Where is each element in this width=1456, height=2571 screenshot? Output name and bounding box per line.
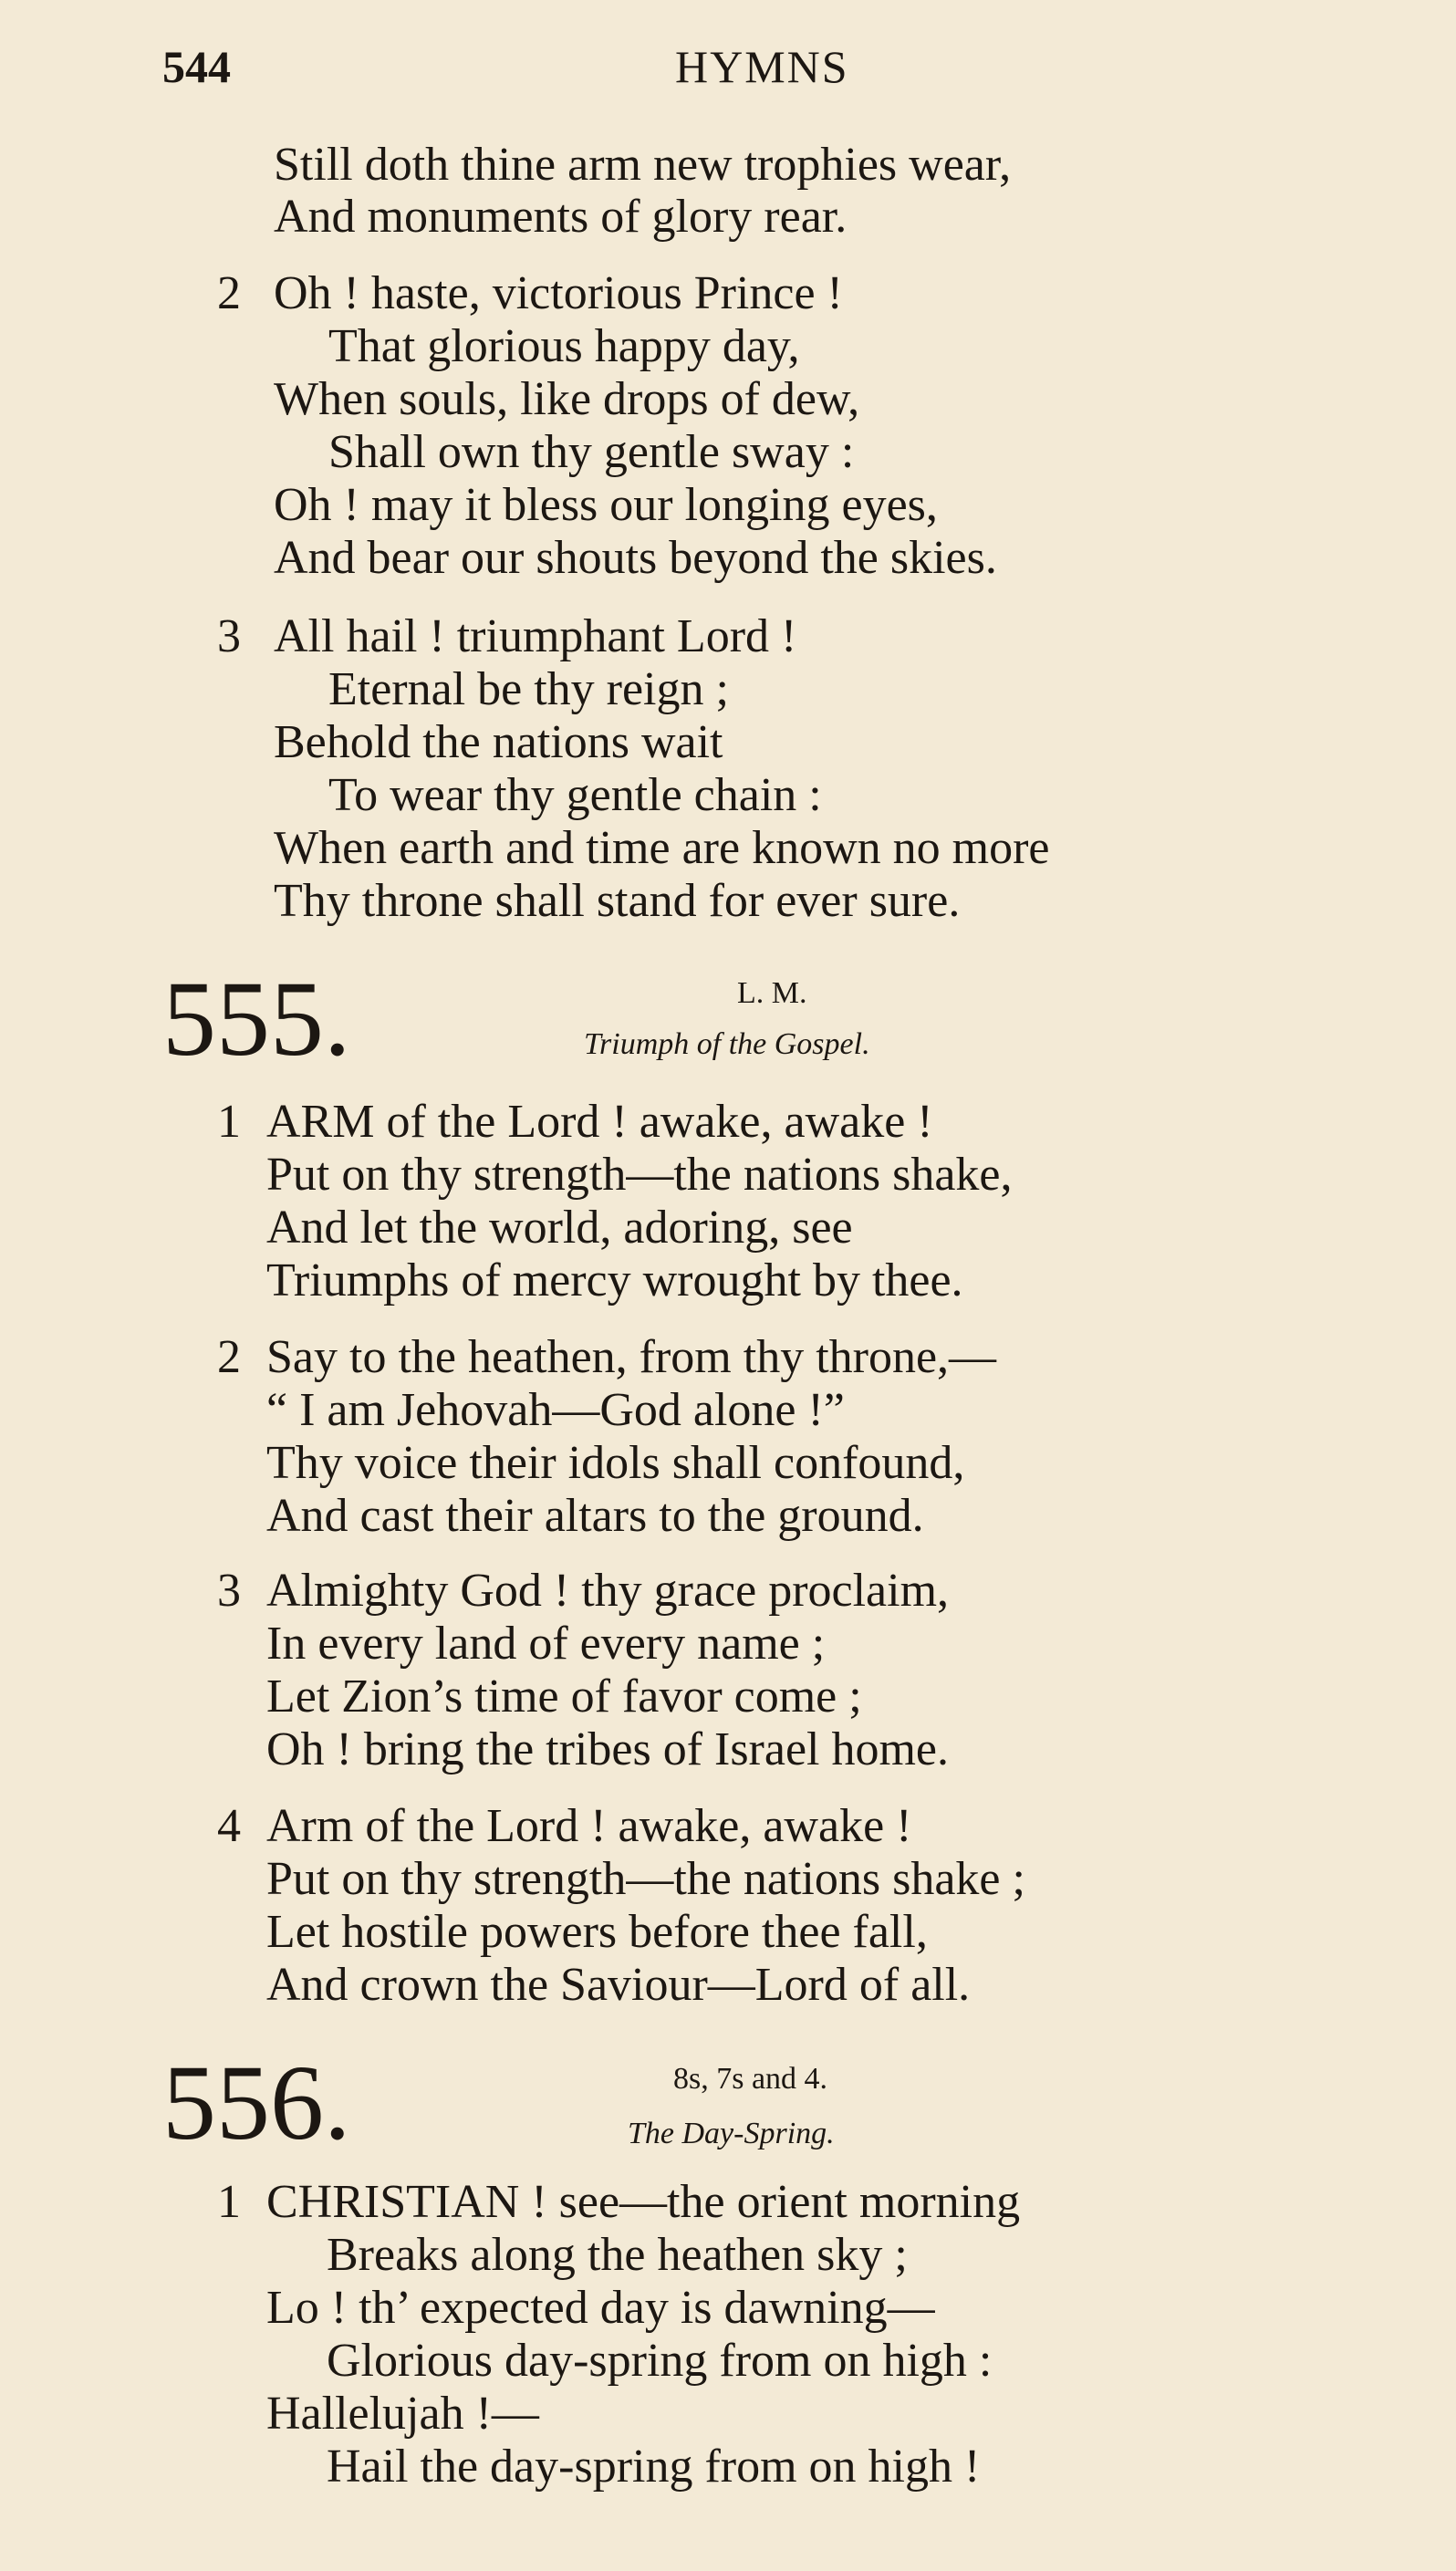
verse-line: Almighty God ! thy grace proclaim, [266, 1565, 950, 1617]
verse-line: And let the world, adoring, see [266, 1202, 853, 1254]
hymn-number: 555. [162, 959, 351, 1078]
verse-line: Say to the heathen, from thy throne,— [266, 1331, 997, 1383]
verse-line: In every land of every name ; [266, 1618, 826, 1670]
verse-line: Hallelujah !— [266, 2388, 539, 2440]
verse-line: When souls, like drops of dew, [274, 373, 860, 425]
verse-line: And cast their altars to the ground. [266, 1490, 924, 1542]
verse-line: Thy voice their idols shall confound, [266, 1437, 965, 1489]
verse-line: Breaks along the heathen sky ; [327, 2229, 908, 2281]
verse-line: CHRISTIAN ! see—the orient morning [266, 2176, 1021, 2228]
verse-line: Still doth thine arm new trophies wear, [274, 139, 1012, 191]
verse-line: And crown the Saviour—Lord of all. [266, 1959, 971, 2011]
stanza-number: 3 [217, 610, 241, 662]
hymn-title: Triumph of the Gospel. [584, 1027, 870, 1061]
stanza-number: 2 [217, 267, 241, 319]
stanza-number: 2 [217, 1331, 241, 1383]
stanza-number: 1 [217, 1096, 241, 1148]
stanza-number: 3 [217, 1565, 241, 1617]
verse-line: Shall own thy gentle sway : [328, 426, 855, 478]
verse-line: Lo ! th’ expected day is dawning— [266, 2282, 935, 2334]
hymn-number: 556. [162, 2043, 351, 2162]
page-number: 544 [162, 41, 231, 92]
hymn-title: The Day-Spring. [628, 2117, 835, 2150]
verse-line: Thy throne shall stand for ever sure. [274, 875, 961, 927]
verse-line: Triumphs of mercy wrought by thee. [266, 1254, 963, 1306]
verse-line: Arm of the Lord ! awake, awake ! [266, 1800, 912, 1852]
verse-line: And monuments of glory rear. [274, 191, 848, 243]
verse-line: All hail ! triumphant Lord ! [274, 610, 797, 662]
page-header [0, 40, 1456, 113]
hymn-meter: L. M. [737, 976, 807, 1010]
verse-line: “ I am Jehovah—God alone !” [266, 1384, 845, 1436]
verse-line: Oh ! haste, victorious Prince ! [274, 267, 843, 319]
verse-line: Behold the nations wait [274, 716, 723, 768]
verse-line: Eternal be thy reign ; [328, 663, 729, 715]
verse-line: Let hostile powers before thee fall, [266, 1906, 928, 1958]
verse-line: Oh ! may it bless our longing eyes, [274, 479, 938, 531]
verse-line: ARM of the Lord ! awake, awake ! [266, 1096, 933, 1148]
verse-line: Hail the day-spring from on high ! [327, 2441, 981, 2493]
stanza-number: 4 [217, 1800, 241, 1852]
verse-line: Glorious day-spring from on high : [327, 2335, 993, 2387]
hymn-meter: 8s, 7s and 4. [673, 2062, 828, 2096]
verse-line: That glorious happy day, [328, 320, 800, 372]
verse-line: Let Zion’s time of favor come ; [266, 1671, 862, 1723]
verse-line: Oh ! bring the tribes of Israel home. [266, 1723, 950, 1775]
verse-line: To wear thy gentle chain : [328, 769, 822, 821]
verse-line: Put on thy strength—the nations shake, [266, 1149, 1013, 1201]
verse-line: And bear our shouts beyond the skies. [274, 532, 997, 584]
verse-line: When earth and time are known no more [274, 822, 1050, 874]
stanza-number: 1 [217, 2176, 241, 2228]
verse-line: Put on thy strength—the nations shake ; [266, 1853, 1025, 1905]
running-head: HYMNS [675, 41, 849, 92]
